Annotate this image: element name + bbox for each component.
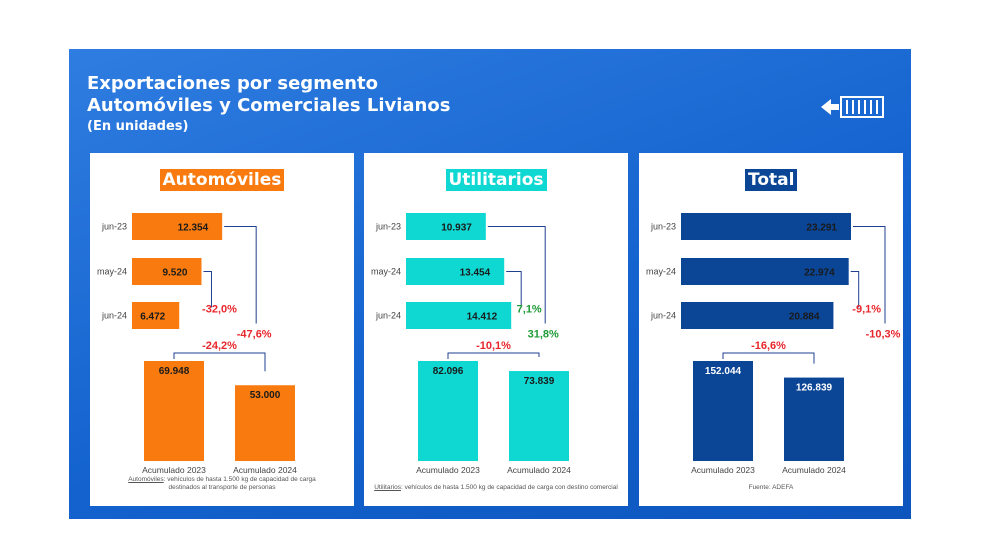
monthly-value-label-0: 23.291 — [806, 222, 837, 234]
accumulated-value-label-0: 69.948 — [158, 366, 190, 377]
panel-heading: Automóviles — [160, 169, 285, 191]
monthly-category-label-0: jun-23 — [101, 221, 127, 232]
panel-automoviles — [90, 153, 354, 506]
accumulated-category-label-1: Acumulado 2024 — [233, 465, 297, 475]
accumulated-value-label-0: 152.044 — [704, 366, 742, 377]
chart-utilitarios — [364, 153, 628, 506]
short-change-bracket — [203, 272, 211, 308]
long-change-label: 31,8% — [527, 328, 559, 341]
title-units: (En unidades) — [87, 119, 189, 134]
panel-footnote — [639, 484, 903, 492]
accumulated-value-label-1: 53.000 — [249, 390, 281, 402]
short-change-bracket — [851, 272, 859, 308]
monthly-value-label-1: 9.520 — [162, 267, 188, 279]
accumulated-value-label-0: 82.096 — [432, 366, 464, 377]
accumulated-category-label-0: Acumulado 2023 — [416, 465, 480, 475]
panel-total — [639, 153, 903, 506]
short-change-label: 7,1% — [516, 303, 542, 316]
footnote-text: Fuente: ADEFA — [748, 484, 794, 491]
title-line-1: Exportaciones por segmento — [87, 73, 378, 94]
panel-utilitarios — [364, 153, 628, 506]
monthly-value-label-1: 13.454 — [459, 267, 491, 279]
short-change-label: -32,0% — [202, 303, 237, 316]
panel-heading: Total — [745, 169, 797, 191]
panel-heading: Utilitarios — [446, 169, 547, 191]
monthly-category-label-1: may-24 — [645, 266, 676, 277]
monthly-category-label-2: jun-24 — [101, 310, 127, 321]
monthly-category-label-2: jun-24 — [375, 310, 401, 321]
long-change-label: -47,6% — [236, 328, 272, 341]
monthly-category-label-1: may-24 — [96, 266, 127, 277]
accumulated-value-label-1: 126.839 — [795, 382, 833, 394]
chart-total — [639, 153, 903, 506]
accumulated-change-bracket — [448, 353, 539, 359]
chart-automoviles — [90, 153, 354, 506]
monthly-value-label-1: 22.974 — [804, 267, 835, 279]
footnote-text: : vehículos de hasta 1.500 kg de capacidad de carga con destino comercial — [400, 484, 618, 491]
container-arrow-icon — [819, 93, 887, 121]
monthly-value-label-2: 20.884 — [788, 311, 820, 323]
monthly-category-label-0: jun-23 — [375, 221, 401, 232]
slide-background — [69, 49, 911, 519]
monthly-value-label-0: 10.937 — [441, 222, 472, 234]
title-line-2: Automóviles y Comerciales Livianos — [87, 95, 451, 116]
monthly-value-label-2: 6.472 — [140, 311, 166, 323]
monthly-value-label-2: 14.412 — [466, 311, 498, 323]
monthly-category-label-2: jun-24 — [650, 310, 676, 321]
accumulated-change-label: -10,1% — [476, 340, 511, 352]
accumulated-category-label-0: Acumulado 2023 — [142, 465, 206, 475]
monthly-category-label-0: jun-23 — [650, 221, 676, 232]
slide-title — [87, 73, 450, 135]
panel-footnote — [364, 484, 628, 492]
accumulated-category-label-1: Acumulado 2024 — [782, 465, 846, 475]
footnote-term: Automóviles — [128, 476, 164, 483]
short-change-label: -9,1% — [852, 303, 882, 316]
monthly-category-label-1: may-24 — [370, 266, 401, 277]
panel-footnote — [90, 476, 354, 492]
accumulated-change-label: -16,6% — [751, 340, 786, 352]
footnote-text: : vehículos de hasta 1.500 kg de capacidad de carga destinados al transporte de personas — [163, 476, 316, 491]
accumulated-change-label: -24,2% — [202, 340, 237, 352]
footnote-term: Utilitarios — [374, 484, 401, 491]
accumulated-category-label-1: Acumulado 2024 — [507, 465, 571, 475]
accumulated-category-label-0: Acumulado 2023 — [691, 465, 755, 475]
accumulated-value-label-1: 73.839 — [523, 376, 555, 388]
monthly-value-label-0: 12.354 — [177, 222, 209, 234]
long-change-label: -10,3% — [865, 328, 901, 341]
